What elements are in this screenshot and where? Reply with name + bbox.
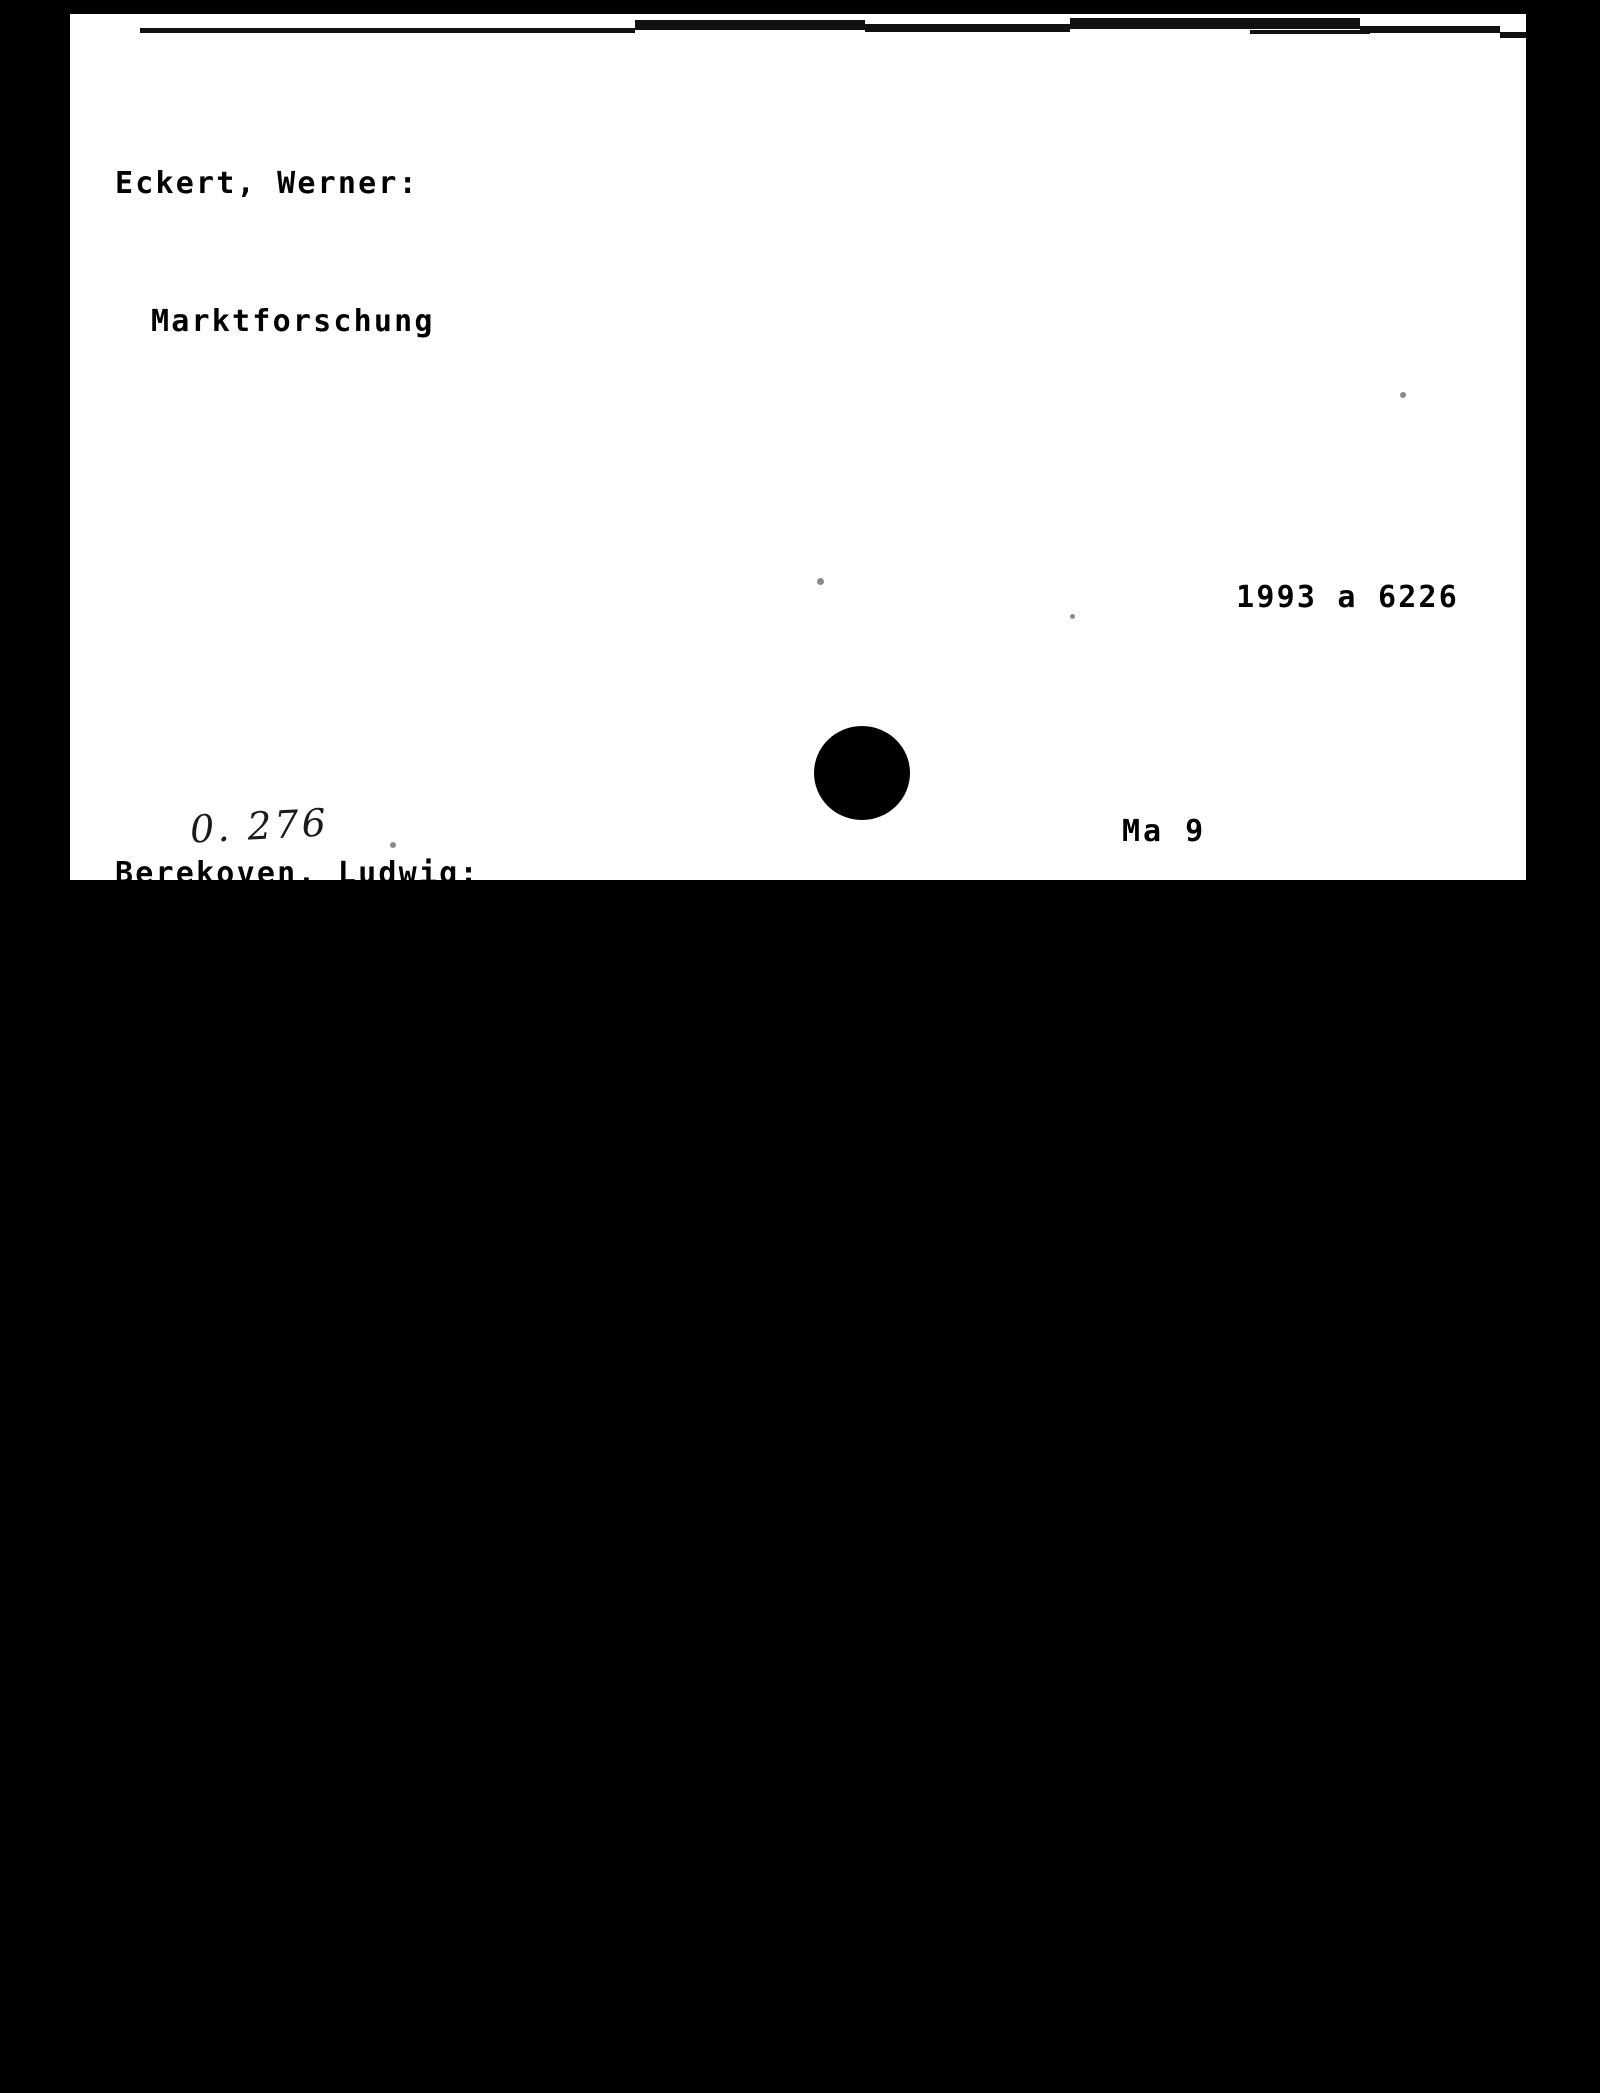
scan-speckle <box>817 578 824 585</box>
spacer <box>115 437 1495 483</box>
entry-2-body-line: ISBN 3-409-36987-2 <box>115 1822 480 1857</box>
scan-right-margin <box>1526 0 1600 880</box>
card-top-edge-segment <box>1070 18 1360 29</box>
entry-1-title: Marktforschung <box>151 304 435 339</box>
location-code: Ma 9 <box>1122 814 1207 849</box>
scan-speckle <box>1070 614 1075 619</box>
scan-speckle <box>390 842 396 848</box>
card-top-edge-segment <box>635 20 865 30</box>
entry-2-body-line: Eckert; Peter Ellenrieder. - 6., aktualisierte Aufl. <box>115 1270 1169 1305</box>
entry-2-body-line: Darst. <box>115 1546 237 1581</box>
scan-speckle <box>1400 392 1406 398</box>
scan-left-margin <box>0 0 70 880</box>
entry-2-body-line: Wiesbaden : Gabler, 1993. - 407 S. : graph. <box>181 1408 1053 1443</box>
entry-1-shelfmark: 1993 a 6226 <box>1236 580 1459 615</box>
entry-2-body-line: (Gabler-Lehrbuch) <box>115 1684 460 1719</box>
entry-1-heading: Eckert, Werner: <box>115 166 419 201</box>
entry-2-body-line: praktische Anwendung / Ludwig Berekoven; Werner <box>115 1132 1068 1167</box>
ink-blob-mark <box>814 726 910 820</box>
entry-2-body-line: Marktforschung : methodische Grundlagen und <box>115 994 987 1029</box>
spacer <box>115 713 1495 759</box>
card-top-edge-segment <box>1360 26 1500 33</box>
card-top-edge-segment <box>865 24 1070 32</box>
card-top-edge-segment <box>1250 30 1370 34</box>
entry-2-heading: Berekoven, Ludwig: <box>115 856 480 891</box>
handwritten-note: 0. 276 <box>188 800 330 852</box>
card-text-block <box>115 69 1495 2093</box>
card-top-edge-segment <box>140 28 635 33</box>
card-surface <box>70 14 1526 1995</box>
entry-2-body-line: Literaturverz. S. [396] - 399 <box>115 1960 703 1995</box>
